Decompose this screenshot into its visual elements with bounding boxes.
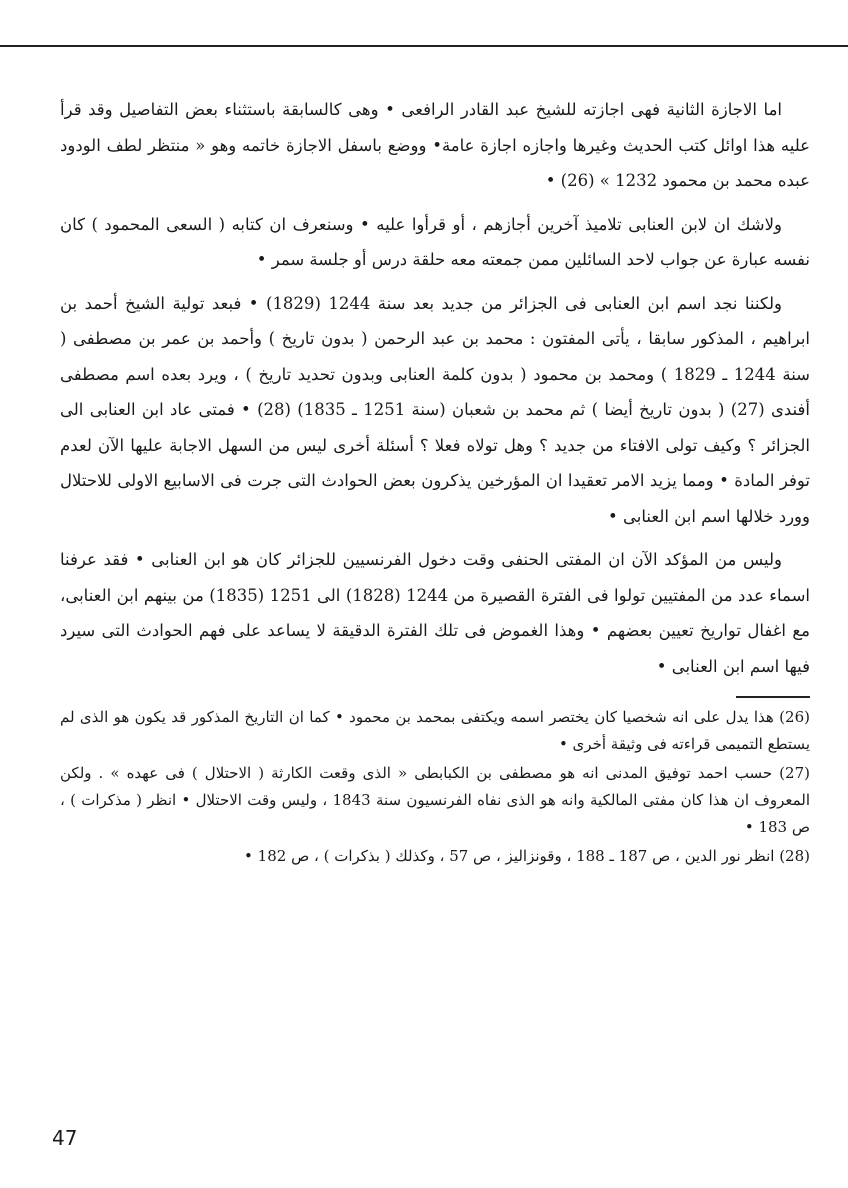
paragraph-1: اما الاجازة الثانية فهى اجازته للشيخ عبد القادر الرافعى • وهى كالسابقة باستثناء بعض التفاصيل وقد قرأ عليه هذا اوائل كتب الحديث وغيرها واجازه اجازة عامة• ووضع باسفل الاجازة خاتمه وهو « منتظر لطف الودود عبده محمد بن محمود 1232 » (26) • — [60, 100, 810, 190]
footnotes — [60, 704, 810, 870]
paragraph-3: ولكننا نجد اسم ابن العنابى فى الجزائر من جديد بعد سنة 1244 (1829) • فبعد تولية الشيخ أحمد بن ابراهيم ، المذكور سابقا ، يأتى المفتون : محمد بن عبد الرحمن ( بدون تاريخ ) وأحمد بن عمر بن مصطفى ( سنة 1244 ـ 1829 ) ومحمد بن محمود ( بدون كلمة العنابى وبدون تحديد تاريخ ) ، ويرد بعده اسم مصطفى أفندى (27) ( بدون تاريخ أيضا ) ثم محمد بن شعبان (سنة 1251 ـ 1835) (28) • فمتى عاد ابن العنابى الى الجزائر ؟ وكيف تولى الافتاء من جديد ؟ وهل تولاه فعلا ؟ أسئلة أخرى ليس من السهل الاجابة عليها الآن لعدم توفر المادة • ومما يزيد الامر تعقيدا ان المؤرخين يذكرون بعض الحوادث التى جرت فى الاسابيع الاولى للاحتلال وورد خلالها اسم ابن العنابى • — [60, 293, 811, 526]
page-number: 47 — [52, 1126, 78, 1150]
footnote-28: (28) انظر نور الدين ، ص 187 ـ 188 ، وقونزاليز ، ص 57 ، وكذلك ( بذكرات ) ، ص 182 • — [244, 847, 810, 865]
footnote-27: (27) حسب احمد توفيق المدنى انه هو مصطفى بن الكبابطى « الذى وقعت الكارثة ( الاحتلال ) فى عهده » . ولكن المعروف ان هذا كان مفتى المالكية وانه هو الذى نفاه الفرنسيون سنة 1843 ، وليس وقت الاحتلال • انظر ( مذكرات ) ، ص 183 • — [60, 764, 810, 836]
page-body — [60, 92, 810, 872]
top-rule — [0, 45, 848, 47]
paragraph-2: ولاشك ان لابن العنابى تلاميذ آخرين أجازهم ، أو قرأوا عليه • وسنعرف ان كتابه ( السعى المحمود ) كان نفسه عبارة عن جواب لاحد السائلين ممن جمعته معه حلقة درس أو جلسة سمر • — [60, 214, 810, 269]
footnote-26: (26) هذا يدل على انه شخصيا كان يختصر اسمه ويكتفى بمحمد بن محمود • كما ان التاريخ المذكور قد يكون هو الذى لم يستطع التميمى قراءته فى وثيقة أخرى • — [60, 708, 810, 753]
paragraph-4: وليس من المؤكد الآن ان المفتى الحنفى وقت دخول الفرنسيين للجزائر كان هو ابن العنابى • فقد عرفنا اسماء عدد من المفتيين تولوا فى الفترة القصيرة من 1244 (1828) الى 1251 (1835) من بينهم ابن العنابى، مع اغفال تواريخ تعيين بعضهم • وهذا الغموض فى تلك الفترة الدقيقة لا يساعد على فهم الحوادث التى سيرد فيها اسم ابن العنابى • — [60, 550, 810, 676]
footnote-separator — [736, 696, 810, 698]
